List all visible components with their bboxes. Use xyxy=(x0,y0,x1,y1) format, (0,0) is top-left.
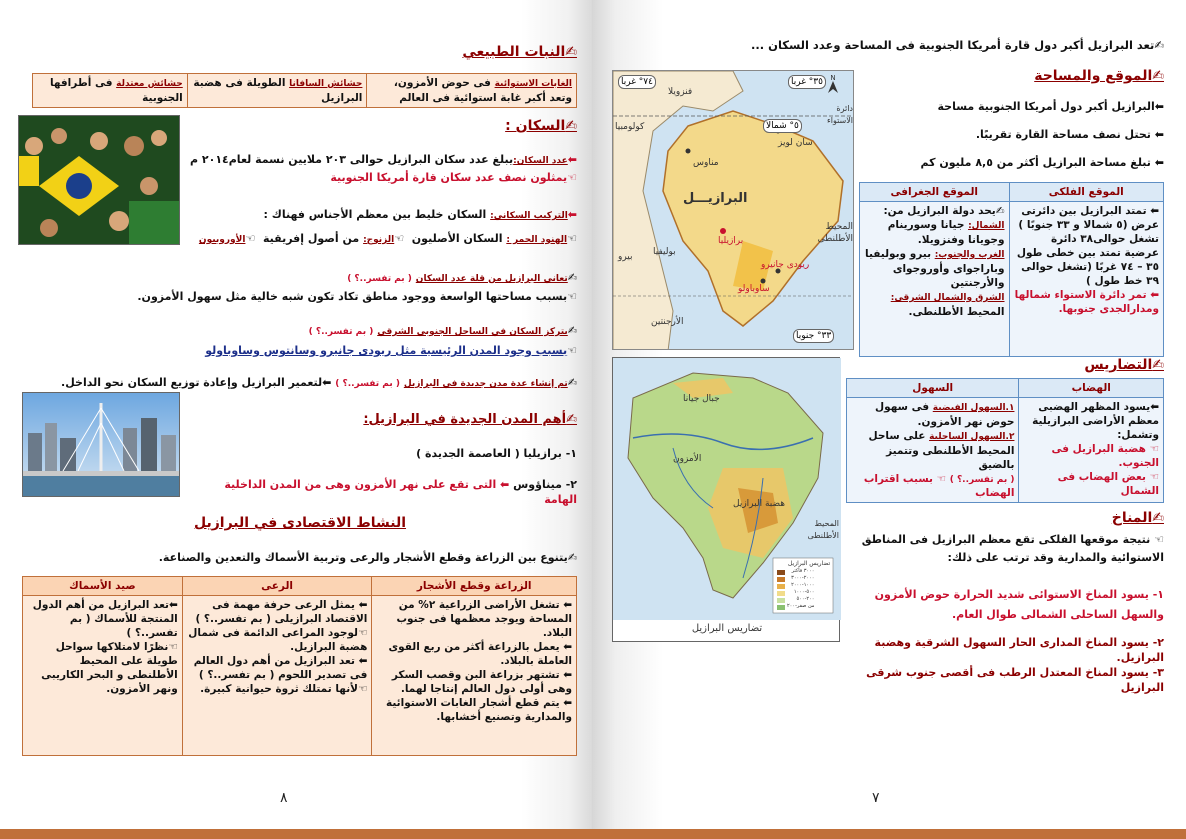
pen-icon: ✍ xyxy=(567,376,577,389)
arrow-icon: ⬅ xyxy=(1154,156,1164,169)
page-number-right: ٧ xyxy=(872,790,880,806)
answer-1: ☜بسبب مساحتها الواسعة ووجود مناطق تكاد تكون شبه خالية مثل سهول الأمزون. xyxy=(137,290,577,303)
location-table xyxy=(859,182,1164,357)
city-2: ٢- ميناؤوس ⬅ التى تقع على نهر الأمزون وهى من المدن الداخلية الهامة xyxy=(224,478,577,506)
map-label: المحيط الأطلنطى xyxy=(817,222,853,244)
geo-header: الموقع الجغرافى xyxy=(860,183,1010,202)
map-country-label: البرازيـــل xyxy=(683,191,748,206)
relief-title: ✍التضاريس xyxy=(1084,357,1164,373)
arrow-icon: ⬅ xyxy=(358,655,368,667)
arrow-icon: ⬅ xyxy=(1150,205,1159,217)
map-lon-right: ٣٥° غربا xyxy=(788,75,826,89)
arrow-icon: ⬅ xyxy=(567,153,577,166)
vegetation-table xyxy=(32,73,577,108)
hand-pointer-icon: ☜ xyxy=(1149,443,1159,455)
relief-label: جبال جيانا xyxy=(683,394,720,404)
list-item: ☜نظرًا لامتلاكها سواحل طويلة على المحيط الأطلنطى و البحر الكاريبى ونهر الأمزون. xyxy=(41,641,178,695)
economy-title: النشاط الاقتصادى في البرازيل xyxy=(193,515,407,531)
relief-map xyxy=(612,357,840,642)
climate-1: ١- يسود المناخ الاستوائى شديد الحرارة حوض الأمزون والسهل الساحلى الشمالى طوال العام. xyxy=(874,588,1164,621)
arrow-icon: ⬅ xyxy=(563,599,572,611)
arrow-icon: ⬅ xyxy=(1150,401,1159,413)
economy-header-3: صيد الأسماك xyxy=(23,577,183,596)
crowd-illustration xyxy=(19,116,180,245)
economy-header-2: الرعى xyxy=(182,577,372,596)
hand-pointer-icon: ☜ xyxy=(567,290,577,303)
page-right xyxy=(592,0,1186,830)
pen-icon: ✍ xyxy=(565,44,577,60)
hand-pointer-icon: ☜ xyxy=(245,232,256,245)
arrow-icon: ⬅ xyxy=(563,641,572,653)
relief-label: المحيط الأطلنطى xyxy=(807,519,839,540)
population-groups: ☜الهنود الحمر : السكان الأصليون ☜الزنوج: من أصول إفريقية ☜الأوروبيون xyxy=(198,232,577,245)
pen-icon: ✍ xyxy=(1152,68,1164,84)
map-label: برازيليا xyxy=(718,236,744,246)
city-photo xyxy=(22,392,180,497)
list-item: ⬅ تعد البرازيل من أهم دول العالم فى تصدير اللحوم ( بم تفسر..؟ ) xyxy=(193,655,368,681)
hand-pointer-icon: ☜ xyxy=(567,171,577,184)
hand-pointer-icon: ☜ xyxy=(1154,533,1164,546)
intro-line: ✍تعد البرازيل أكبر دول قارة أمريكا الجنوبية فى المساحة وعدد السكان ... xyxy=(751,38,1164,52)
map-label: سان لويز xyxy=(778,138,813,148)
page-number-left: ٨ xyxy=(280,790,288,806)
economy-table xyxy=(22,576,577,756)
map-lon-left: ٧٤° غربا xyxy=(618,75,656,89)
arrow-icon: ⬅ xyxy=(1154,128,1164,141)
list-item: ⬅ يعمل بالزراعة أكثر من ربع القوى العاملة بالبلاد. xyxy=(388,641,572,667)
hand-pointer-icon: ☜ xyxy=(936,473,947,485)
arrow-icon: ⬅ xyxy=(322,376,332,389)
relief-label: الأمزون xyxy=(673,454,702,464)
list-item: ⬅ تشتهر بزراعة البن وقصب السكر وهى أولى دول العالم إنتاجا لهما. xyxy=(391,669,572,695)
list-item: ⬅ يمثل الرعى حرفة مهمة فى الاقتصاد البرازيلى ( بم تفسر..؟ ) xyxy=(195,599,368,625)
relief-table xyxy=(846,378,1164,503)
location-p3: ⬅ تبلغ مساحة البرازيل أكثر من ٨,٥ مليون كم xyxy=(920,156,1164,169)
vegetation-title: ✍النبات الطبيعي xyxy=(462,44,577,60)
map-label: بوليفيا xyxy=(653,247,676,257)
question-3: ✍تم إنشاء عدة مدن جديدة في البرازيل ( بم تفسر..؟ ) ⬅لتعمير البرازيل وإعادة توزيع السكان نحو الداخل. xyxy=(61,376,577,389)
hand-pointer-icon: ☜ xyxy=(394,232,405,245)
plains-cell: ١.السهول الفيضية فى سهول حوض نهر الأمزون. ٢.السهول الساحلية على ساحل المحيط الأطلنطى وتتميز بالضيق ( بم تفسر..؟ ) ☜ بسبب اقتراب الهضاب xyxy=(847,398,1019,503)
astro-red: ⬅ تمر دائرة الاستواء شمالها ومدارالجدى جنوبها. xyxy=(1014,289,1159,315)
population-composition: ⬅التركيب السكاني: السكان خليط بين معظم الأجناس فهناك : xyxy=(263,208,577,221)
location-map xyxy=(612,70,854,350)
economy-intro: ✍يتنوع بين الزراعة وقطع الأشجار والرعى وتربية الأسماك والتعدين والصناعة. xyxy=(158,551,577,564)
population-title: ✍السكان : xyxy=(505,118,577,134)
hand-pointer-icon: ☜ xyxy=(567,344,577,357)
relief-label: هضبة البرازيل xyxy=(733,499,786,509)
list-item: ☜لوجود المراعى الدائمة فى شمال هضبة البرازيل. xyxy=(188,627,368,653)
economy-col-agriculture xyxy=(372,596,577,756)
plateau-cell: ⬅يسود المظهر الهضبى معظم الأراضى البرازيلية وتشمل: ☜ هضبة البرازيل فى الجنوب. ☜ بعض الهضاب فى الشمال xyxy=(1019,398,1164,503)
geo-cell: ✍يحد دولة البرازيل من: الشمال: جيانا وسورينام وجويانا وفنزويلا. الغرب والجنوب: بيرو وبوليفيا وباراجواى وأوروجواى والأرجنتين الشرق والشمال الشرقى: المحيط الأطلنطى. xyxy=(860,202,1010,357)
map-label: بيرو xyxy=(618,252,633,262)
arrow-icon: ⬅ xyxy=(563,697,572,709)
arrow-icon: ⬅ xyxy=(1150,289,1159,301)
pen-icon: ✍ xyxy=(567,551,577,564)
page-left xyxy=(0,0,592,830)
arrow-icon: ⬅ xyxy=(1154,100,1164,113)
svg-text:N: N xyxy=(830,74,836,82)
answer-2: ☜بسبب وجود المدن الرئيسية مثل ريودى جانيرو وسانتوس وساوباولو xyxy=(205,344,577,357)
map-label: ريودى جانيرو xyxy=(761,260,810,270)
economy-col-grazing xyxy=(182,596,372,756)
population-count: ⬅عدد السكان:يبلغ عدد سكان البرازيل حوالى ٢٠٣ ملايين نسمة لعام٢٠١٤ م xyxy=(189,153,577,166)
city-skyline-illustration xyxy=(23,393,180,497)
plains-header: السهول xyxy=(847,379,1019,398)
veg-cell-1: الغابات الاستوائية فى حوض الأمزون، وتعد أكبر غابة استوائية فى العالم xyxy=(367,74,577,108)
map-label: ساوباولو xyxy=(738,284,770,294)
hand-pointer-icon: ☜ xyxy=(567,232,577,245)
map-label: الأرجنتين xyxy=(651,317,684,327)
arrow-icon: ⬅ xyxy=(358,599,368,611)
legend-title: تضاريس البرازيل xyxy=(788,560,831,567)
list-item: ☜لأنها تمتلك ثروة حيوانية كبيرة. xyxy=(200,683,368,695)
pen-icon: ✍ xyxy=(566,412,577,427)
pen-icon: ✍ xyxy=(567,271,577,284)
crowd-photo xyxy=(18,115,180,245)
list-item: ⬅ تشغل الأراضى الزراعية ٢% من المساحة ويوجد معظمها فى جنوب البلاد. xyxy=(396,599,572,639)
map-lat-top: ٥° شمالا xyxy=(763,119,802,133)
arrow-icon: ⬅ xyxy=(567,208,577,221)
pen-icon: ✍ xyxy=(1154,38,1164,52)
list-item: ⬅ يتم قطع أشجار الغابات الاستوائية والمدارية وتصنيع أخشابها. xyxy=(386,697,572,723)
map-label: فنزويلا xyxy=(668,87,693,97)
climate-intro: ☜ نتيجة موقعها الفلكى تقع معظم البرازيل فى المناطق الاستوائية والمدارية وقد ترتب على ذلك: xyxy=(861,533,1164,564)
legend-list: ٣٠٠٠ فأكثر ٢٠٠٠-٣٠٠٠ ١٠٠٠-٢٠٠٠ ٥٠٠-١٠٠٠ ٢٠٠-٥٠٠ من صفر-٢٠٠ xyxy=(787,568,815,609)
plateau-header: الهضاب xyxy=(1019,379,1164,398)
pen-icon: ✍ xyxy=(565,118,577,134)
hand-pointer-icon: ☜ xyxy=(1149,471,1159,483)
map-equator: دائرة الاستواء xyxy=(826,104,853,125)
economy-col-fishing xyxy=(23,596,183,756)
map-lat-bottom: ٣٣° جنوبا xyxy=(793,329,834,343)
list-item: ⬅تعد البرازيل من أهم الدول المنتجة للأسماك ( بم تفسر..؟ ) xyxy=(32,599,178,639)
population-note: ☜يمثلون نصف عدد سكان قارة أمريكا الجنوبية xyxy=(330,171,577,184)
hand-pointer-icon: ☜ xyxy=(168,641,178,653)
map-label: مناوس xyxy=(693,158,719,168)
arrow-icon: ⬅ xyxy=(563,669,572,681)
location-p2: ⬅ تحتل نصف مساحة القارة تقريبًا. xyxy=(975,128,1164,141)
location-p1: ⬅البرازيل أكبر دول أمريكا الجنوبية مساحة xyxy=(937,100,1164,113)
pen-icon: ✍ xyxy=(995,205,1005,217)
veg-cell-3: حشائش معتدلة فى أطرافها الجنوبية xyxy=(33,74,188,108)
question-1: ✍تعاني البرازيل من قلة عدد السكان ( بم تفسر..؟ ) xyxy=(347,271,577,284)
city-1: ١- برازيليا ( العاصمة الجديدة ) xyxy=(416,447,577,460)
astro-header: الموقع الفلكى xyxy=(1009,183,1163,202)
bottom-border xyxy=(0,829,1186,839)
map-label: كولومبيا xyxy=(615,122,645,132)
pen-icon: ✍ xyxy=(1152,357,1164,373)
pen-icon: ✍ xyxy=(1152,510,1164,526)
hand-pointer-icon: ☜ xyxy=(357,683,368,695)
climate-title: ✍المناخ xyxy=(1111,510,1164,526)
pen-icon: ✍ xyxy=(567,324,577,337)
relief-caption: تضاريس البرازيل xyxy=(691,623,763,634)
location-title: ✍الموقع والمساحة xyxy=(1034,68,1164,84)
arrow-icon: ⬅ xyxy=(168,599,178,611)
hand-pointer-icon: ☜ xyxy=(357,627,368,639)
question-2: ✍يتركز السكان في الساحل الجنوبي الشرقي ( بم تفسر..؟ ) xyxy=(308,324,577,337)
climate-3: ٣- يسود المناخ المعتدل الرطب فى أقصى جنوب شرقى البرازيل xyxy=(866,666,1164,694)
climate-2: ٢- يسود المناخ المدارى الحار السهول الشرقية وهضبة البرازيل. xyxy=(874,636,1164,664)
astro-cell: ⬅ تمتد البرازيل بين دائرتى عرض (٥ شمالا و ٣٣ جنوبًا ) تشغل حوالى٣٨ دائرة عرضية تمتد بين خطى طول ٣٥ – ٧٤ غربًا (تشغل حوالى ٣٩ خط طول ) ⬅ تمر دائرة الاستواء شمالها ومدارالجدى جنوبها. xyxy=(1009,202,1163,357)
economy-header-1: الزراعة وقطع الأشجار xyxy=(372,577,577,596)
veg-cell-2: حشائش السافانا الطويلة فى هضبة البرازيل xyxy=(187,74,367,108)
arrow-icon: ⬅ xyxy=(500,478,510,491)
new-cities-title: ✍أهم المدن الجديدة في البرازيل: xyxy=(363,412,577,427)
